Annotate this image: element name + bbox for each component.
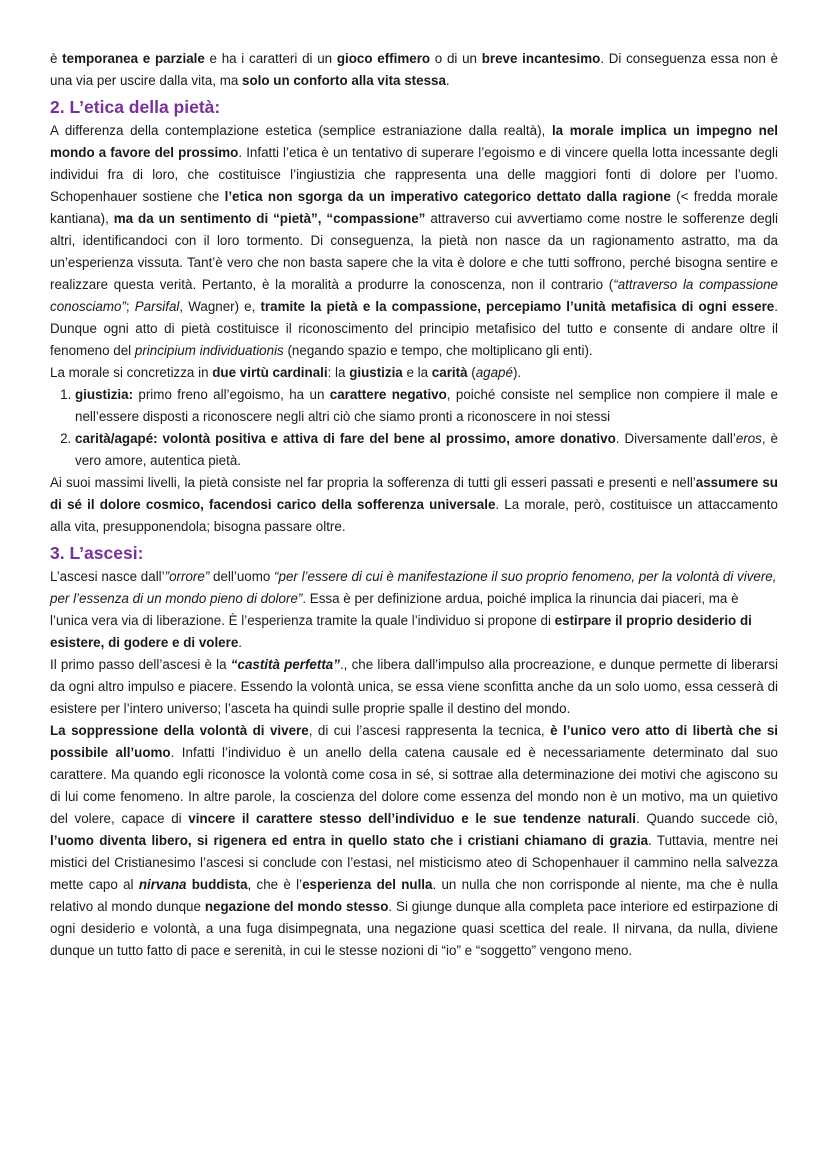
intro-paragraph: è temporanea e parziale e ha i caratteri di un gioco effimero o di un breve incantesimo. Di conseguenza essa non è una via per uscire dalla vita, ma solo un conforto alla vita stessa. bbox=[50, 51, 778, 88]
list-item-giustizia: 1. giustizia: primo freno all’egoismo, ha un carattere negativo, poiché consiste nel semplice non compiere il male e nell’essere disposti a riconoscere negli altri ciò che siamo pronti a riconoscere in noi stessi bbox=[75, 384, 778, 428]
ascesi-paragraph-1: L’ascesi nasce dall’”orrore” dell’uomo “per l’essere di cui è manifestazione il suo proprio fenomeno, per la volontà di vivere, per l’essenza di un mondo pieno di dolore”. Essa è per definizione ardua, poiché implica la rinuncia dai piaceri, ma è l’unica vera via di liberazione. È l’esperienza tramite la quale l’individuo si propone di estirpare il proprio desiderio di esistere, di godere e di volere. bbox=[50, 569, 777, 650]
etica-paragraph-1: A differenza della contemplazione estetica (semplice estraniazione dalla realtà), la morale implica un impegno nel mondo a favore del prossimo. Infatti l’etica è un tentativo di superare l’egoismo e di vincere quella lotta incessante degli individui fra di loro, che costituisce l’ingiustizia che rappresenta una delle maggiori fonti di dolore per l’uomo. Schopenhauer sostiene che l’etica non sgorga da un imperativo categorico dettato dalla ragione (< fredda morale kantiana), ma da un sentimento di “pietà”, “compassione” attraverso cui avvertiamo come nostre le sofferenze degli altri, identificandoci con il loro tormento. Di conseguenza, la pietà non nasce da un ragionamento astratto, ma da un’esperienza vissuta. Tant’è vero che non basta sapere che la vita è dolore e che tutti soffrono, perché bisogna sentire e realizzare questa verità. Pertanto, è la moralità a produrre la conoscenza, non il contrario (“attraverso la compassione conosciamo”; Parsifal, Wagner) e, tramite la pietà e la compassione, percepiamo l’unità metafisica di ogni essere. Dunque ogni atto di pietà costituisce il riconoscimento del principio metafisico del tutto e consente di andare oltre il fenomeno del principium individuationis (negando spazio e tempo, che moltiplicano gli enti). bbox=[50, 123, 779, 358]
virtues-list bbox=[50, 384, 778, 472]
section-heading-ascesi: 3. L’ascesi: bbox=[50, 543, 144, 563]
etica-paragraph-3: Ai suoi massimi livelli, la pietà consiste nel far propria la sofferenza di tutti gli esseri passati e presenti e nell’assumere su di sé il dolore cosmico, facendosi carico della sofferenza universale. La morale, però, costituisce un attaccamento alla vita, presupponendola; bisogna passare oltre. bbox=[50, 475, 778, 534]
section-heading-etica: 2. L’etica della pietà: bbox=[50, 97, 221, 117]
ascesi-paragraph-3: La soppressione della volontà di vivere, di cui l’ascesi rappresenta la tecnica, è l’unico vero atto di libertà che si possibile all’uomo. Infatti l’individuo è un anello della catena causale ed è necessariamente determinato dal suo carattere. Ma quando egli riconosce la volontà come cosa in sé, si sottrae alla determinazione dei motivi che agiscono su di lui come fenomeno. In altre parole, la coscienza del dolore come essenza del mondo non è un motivo, ma un quietivo del volere, capace di vincere il carattere stesso dell’individuo e le sue tendenze naturali. Quando succede ciò, l’uomo diventa libero, si rigenera ed entra in quello stato che i cristiani chiamano di grazia. Tuttavia, mentre nei mistici del Cristianesimo l’ascesi si conclude con l’estasi, nel misticismo ateo di Schopenhauer il cammino nella salvezza mette capo al nirvana buddista, che è l’esperienza del nulla. un nulla che non corrisponde al niente, ma che è nulla relativo al mondo dunque negazione del mondo stesso. Si giunge dunque alla completa pace interiore ed estirpazione di ogni desiderio e volontà, a una fuga disimpegnata, una negazione quasi scettica del reale. Il nirvana, da nulla, diviene dunque un tutto fatto di pace e serenità, in cui le stesse nozioni di “io” e “soggetto” vengono meno. bbox=[50, 723, 778, 958]
etica-paragraph-2: La morale si concretizza in due virtù cardinali: la giustizia e la carità (agapé). bbox=[50, 365, 522, 380]
ascesi-paragraph-2: Il primo passo dell’ascesi è la “castità perfetta”., che libera dall’impulso alla procreazione, e dunque permette di liberarsi da ogni altro impulso e piacere. Essendo la volontà unica, se essa viene sconfitta anche da un solo uomo, essa cesserà di esistere per l’intero universo; l’asceta ha quindi sulle proprie spalle il destino del mondo. bbox=[50, 657, 778, 716]
list-item-carita: 2. carità/agapé: volontà positiva e attiva di fare del bene al prossimo, amore donativo. Diversamente dall’eros, è vero amore, autentica pietà. bbox=[75, 428, 778, 472]
